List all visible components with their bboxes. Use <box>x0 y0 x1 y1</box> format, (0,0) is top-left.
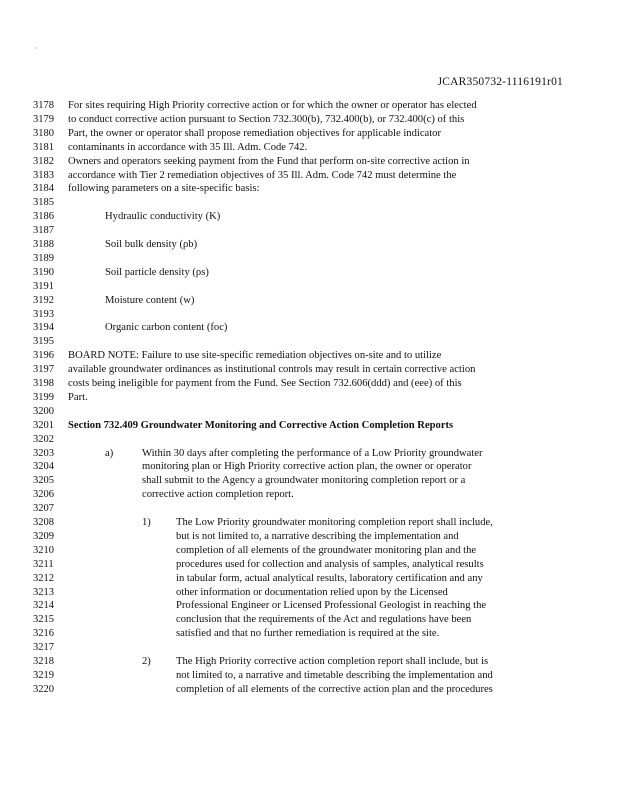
line-text: Professional Engineer or Licensed Professional Geologist in reaching the <box>176 600 487 612</box>
line-number: 3196 <box>33 350 54 362</box>
line-text: to conduct corrective action pursuant to Section 732.300(b), 732.400(b), or 732.400(c) of this <box>68 113 465 125</box>
line-number: 3186 <box>33 211 54 223</box>
line-text: in tabular form, actual analytical results, laboratory certification and any <box>176 572 483 584</box>
line-number: 3183 <box>33 169 54 181</box>
line-number: 3187 <box>33 225 54 237</box>
line-text: shall submit to the Agency a groundwater monitoring completion report or a <box>142 475 466 487</box>
line-text: Within 30 days after completing the performance of a Low Priority groundwater <box>142 447 483 459</box>
line-text: contaminants in accordance with 35 Ill. Adm. Code 742. <box>68 141 308 153</box>
line-text: other information or documentation relied upon by the Licensed <box>176 586 448 598</box>
line-number: 3212 <box>33 572 54 584</box>
line-number: 3207 <box>33 503 54 515</box>
line-text: costs being ineligible for payment from the Fund. See Section 732.606(ddd) and (eee) of this <box>68 378 462 389</box>
line-text: The Low Priority groundwater monitoring completion report shall include, <box>176 517 493 528</box>
line-number: 3218 <box>33 656 54 667</box>
line-text: Moisture content (w) <box>105 294 195 306</box>
line-number: 3217 <box>33 642 54 654</box>
line-text: Owners and operators seeking payment from the Fund that perform on-site corrective action in <box>68 155 470 167</box>
line-number: 3208 <box>33 517 54 528</box>
line-number: 3185 <box>33 197 54 209</box>
line-number: 3188 <box>33 239 54 250</box>
line-text: not limited to, a narrative and timetable describing the implementation and <box>176 669 493 681</box>
line-text: completion of all elements of the corrective action plan and the procedures <box>176 683 493 695</box>
document-id-header: JCAR350732-1116191r01 <box>437 76 563 88</box>
line-text: Part. <box>68 391 88 403</box>
line-text: satisfied and that no further remediation is required at the site. <box>176 628 440 640</box>
line-number: 3201 <box>33 419 54 431</box>
line-text: BOARD NOTE: Failure to use site-specific remediation objectives on-site and to utilize <box>68 350 442 362</box>
line-number: 3210 <box>33 544 54 556</box>
list-label: 1) <box>142 517 151 528</box>
line-number: 3200 <box>33 405 54 417</box>
line-number: 3220 <box>33 683 54 695</box>
line-number: 3205 <box>33 475 54 487</box>
line-text: corrective action completion report. <box>142 489 294 501</box>
line-text: Hydraulic conductivity (K) <box>105 211 221 223</box>
list-label: a) <box>105 447 114 459</box>
line-number: 3181 <box>33 141 54 153</box>
line-number: 3213 <box>33 586 54 598</box>
line-number: 3211 <box>33 558 54 570</box>
line-number: 3192 <box>33 294 54 306</box>
line-number: 3189 <box>33 252 54 264</box>
line-number: 3180 <box>33 127 54 139</box>
line-number: 3219 <box>33 669 54 681</box>
list-label: 2) <box>142 656 151 667</box>
line-number: 3182 <box>33 155 54 167</box>
line-text: available groundwater ordinances as institutional controls may result in certain corrective action <box>68 364 476 376</box>
line-number: 3184 <box>33 183 54 195</box>
stray-mark: · <box>35 44 38 53</box>
line-text: following parameters on a site-specific basis: <box>68 183 260 195</box>
line-number: 3193 <box>33 308 54 320</box>
line-number: 3198 <box>33 378 54 389</box>
line-number: 3203 <box>33 447 54 459</box>
line-text: Soil particle density (ρs) <box>105 266 209 278</box>
line-number: 3190 <box>33 266 54 278</box>
line-text: accordance with Tier 2 remediation objectives of 35 Ill. Adm. Code 742 must determine the <box>68 169 457 181</box>
line-number: 3195 <box>33 336 54 348</box>
line-number: 3194 <box>33 322 54 334</box>
line-number: 3215 <box>33 614 54 626</box>
line-text: conclusion that the requirements of the Act and regulations have been <box>176 614 472 626</box>
line-number: 3178 <box>33 100 54 111</box>
line-number: 3209 <box>33 530 54 542</box>
line-text: The High Priority corrective action completion report shall include, but is <box>176 656 489 667</box>
line-text: procedures used for collection and analysis of samples, analytical results <box>176 558 484 570</box>
line-number: 3206 <box>33 489 54 501</box>
line-number: 3204 <box>33 461 54 473</box>
section-heading: Section 732.409 Groundwater Monitoring and Corrective Action Completion Reports <box>68 419 454 431</box>
line-text: Organic carbon content (foc) <box>105 322 228 334</box>
line-number: 3199 <box>33 391 54 403</box>
line-text: monitoring plan or High Priority corrective action plan, the owner or operator <box>142 461 472 473</box>
line-text: completion of all elements of the groundwater monitoring plan and the <box>176 544 477 556</box>
line-number: 3214 <box>33 600 54 612</box>
line-number: 3179 <box>33 113 54 125</box>
line-text: but is not limited to, a narrative describing the implementation and <box>176 530 459 542</box>
line-number: 3216 <box>33 628 54 640</box>
line-text: Part, the owner or operator shall propose remediation objectives for applicable indicator <box>68 127 442 139</box>
line-number: 3191 <box>33 280 54 292</box>
line-text: For sites requiring High Priority corrective action or for which the owner or operator has elected <box>68 100 477 111</box>
line-number: 3202 <box>33 433 54 445</box>
line-text: Soil bulk density (ρb) <box>105 239 198 250</box>
line-number: 3197 <box>33 364 54 376</box>
